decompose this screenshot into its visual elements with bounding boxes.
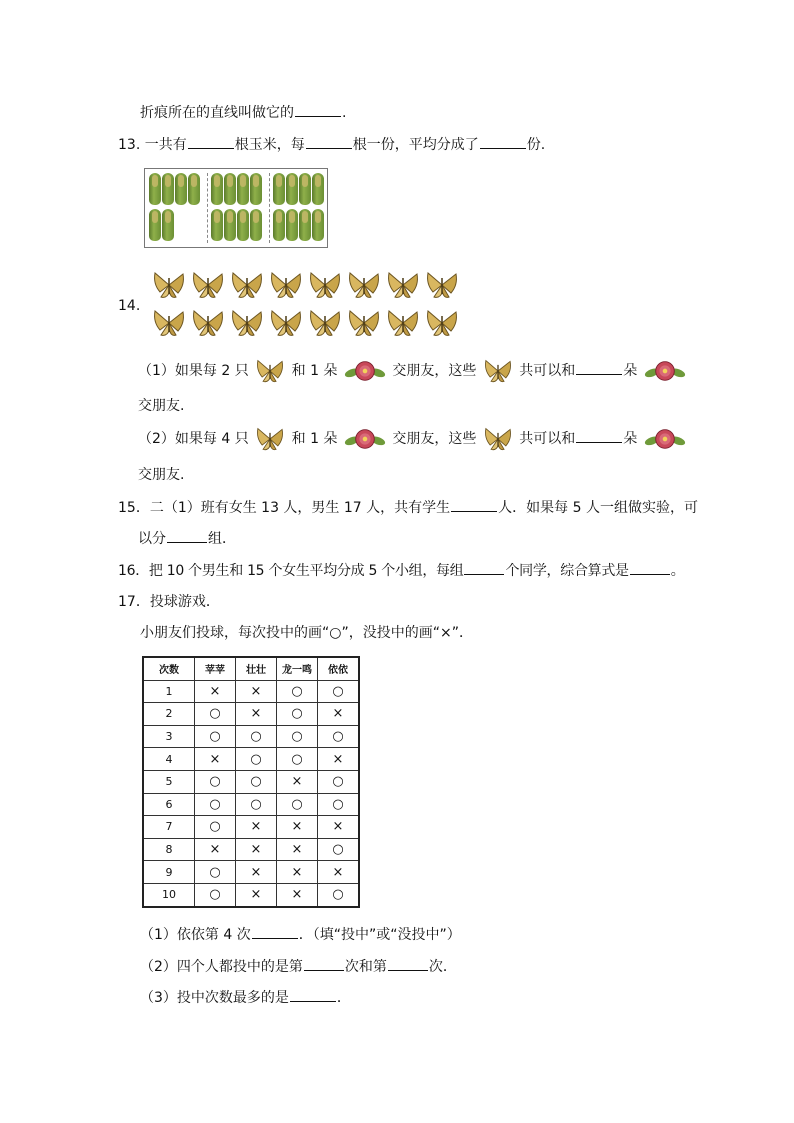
answer-blank[interactable] bbox=[576, 428, 622, 443]
answer-blank[interactable] bbox=[304, 956, 344, 971]
question-text: 次和第 bbox=[344, 959, 387, 975]
table-row bbox=[143, 770, 359, 793]
question-text: 16．把 10 个男生和 15 个女生平均分成 5 个小组，每组 bbox=[118, 563, 464, 579]
attempt-number-cell: 10 bbox=[143, 883, 195, 906]
result-cell: × bbox=[236, 838, 277, 861]
table-header-cell: 龙一鸣 bbox=[277, 657, 318, 680]
butterfly-icon bbox=[152, 270, 186, 300]
butterfly-icon bbox=[269, 308, 303, 338]
butterfly-icon bbox=[308, 308, 342, 338]
question-text: 朵 bbox=[623, 363, 638, 379]
result-cell: ○ bbox=[236, 793, 277, 816]
question-text: （1）如果每 2 只 bbox=[138, 363, 249, 379]
question-text: 。 bbox=[670, 563, 685, 579]
result-cell: ○ bbox=[318, 680, 360, 703]
corn-icon bbox=[211, 173, 223, 205]
table-row bbox=[143, 703, 359, 726]
answer-blank[interactable] bbox=[290, 987, 336, 1002]
table-header-cell: 次数 bbox=[143, 657, 195, 680]
attempt-number-cell: 8 bbox=[143, 838, 195, 861]
answer-blank[interactable] bbox=[167, 528, 207, 543]
flower-icon bbox=[642, 426, 688, 452]
result-cell: ○ bbox=[318, 793, 360, 816]
answer-blank[interactable] bbox=[576, 360, 622, 375]
corn-icon bbox=[224, 173, 236, 205]
attempt-number-cell: 6 bbox=[143, 793, 195, 816]
question-text: 交朋友. bbox=[138, 467, 185, 483]
result-cell: ○ bbox=[195, 861, 236, 884]
result-cell: × bbox=[195, 680, 236, 703]
result-cell: ○ bbox=[277, 748, 318, 771]
corn-icon bbox=[299, 173, 311, 205]
butterfly-icon bbox=[425, 270, 459, 300]
result-cell: ○ bbox=[195, 703, 236, 726]
answer-blank[interactable] bbox=[451, 497, 497, 512]
question-14-part-1 bbox=[138, 358, 688, 384]
butterfly-icon bbox=[253, 426, 287, 452]
butterfly-icon bbox=[253, 358, 287, 384]
table-row bbox=[143, 748, 359, 771]
answer-blank[interactable] bbox=[252, 924, 298, 939]
corn-icon bbox=[312, 209, 324, 241]
question-text: . bbox=[342, 105, 347, 121]
attempt-number-cell: 2 bbox=[143, 703, 195, 726]
question-text: 共可以和 bbox=[519, 363, 576, 379]
result-cell: ○ bbox=[195, 816, 236, 839]
dashed-divider bbox=[269, 173, 270, 243]
corn-icon bbox=[286, 209, 298, 241]
table-row bbox=[143, 838, 359, 861]
butterfly-icon bbox=[230, 308, 264, 338]
question-13 bbox=[118, 134, 545, 155]
result-cell: × bbox=[236, 816, 277, 839]
butterfly-icon bbox=[347, 270, 381, 300]
corn-icon bbox=[188, 173, 200, 205]
question-17-sub-2 bbox=[140, 956, 457, 977]
answer-blank[interactable] bbox=[464, 560, 504, 575]
question-15-line-2 bbox=[138, 528, 236, 549]
question-text: 人．如果每 5 人一组做实验，可 bbox=[498, 500, 698, 516]
table-row bbox=[143, 816, 359, 839]
result-cell: × bbox=[236, 703, 277, 726]
butterfly-icon bbox=[481, 426, 515, 452]
result-cell: × bbox=[318, 816, 360, 839]
question-text: （3）投中次数最多的是 bbox=[140, 990, 289, 1006]
corn-icon bbox=[273, 173, 285, 205]
question-text: （1）依依第 4 次 bbox=[140, 927, 251, 943]
result-cell: × bbox=[277, 838, 318, 861]
question-number: 14. bbox=[118, 298, 141, 314]
result-cell: ○ bbox=[318, 883, 360, 906]
result-cell: ○ bbox=[236, 770, 277, 793]
corn-group bbox=[149, 173, 203, 243]
corn-icon bbox=[149, 173, 161, 205]
question-text: 根玉米，每 bbox=[234, 137, 305, 153]
fold-line-question bbox=[140, 102, 346, 123]
attempt-number-cell: 3 bbox=[143, 725, 195, 748]
corn-icon bbox=[299, 209, 311, 241]
butterfly-icon bbox=[308, 270, 342, 300]
question-text: 朵 bbox=[623, 431, 638, 447]
result-cell: × bbox=[318, 703, 360, 726]
question-text: （2）四个人都投中的是第 bbox=[140, 959, 303, 975]
answer-blank[interactable] bbox=[306, 134, 352, 149]
result-cell: ○ bbox=[277, 725, 318, 748]
butterfly-icon bbox=[481, 358, 515, 384]
result-cell: × bbox=[236, 883, 277, 906]
butterfly-icon bbox=[269, 270, 303, 300]
question-14-part-2 bbox=[138, 426, 688, 452]
result-cell: × bbox=[318, 748, 360, 771]
question-text: 15．二（1）班有女生 13 人，男生 17 人，共有学生 bbox=[118, 500, 451, 516]
result-cell: × bbox=[277, 816, 318, 839]
attempt-number-cell: 9 bbox=[143, 861, 195, 884]
question-text: 一共有 bbox=[144, 137, 187, 153]
question-text: 以分 bbox=[138, 531, 166, 547]
corn-icon bbox=[312, 173, 324, 205]
butterfly-icon bbox=[425, 308, 459, 338]
result-cell: ○ bbox=[236, 748, 277, 771]
corn-icon bbox=[237, 209, 249, 241]
question-17-sub-3 bbox=[140, 987, 351, 1008]
question-text: ． bbox=[336, 990, 351, 1006]
question-text: （2）如果每 4 只 bbox=[138, 431, 249, 447]
answer-blank[interactable] bbox=[480, 134, 526, 149]
result-cell: ○ bbox=[236, 725, 277, 748]
dashed-divider bbox=[207, 173, 208, 243]
result-cell: × bbox=[277, 883, 318, 906]
result-cell: ○ bbox=[277, 703, 318, 726]
question-text: 交朋友，这些 bbox=[392, 431, 477, 447]
result-cell: × bbox=[277, 861, 318, 884]
corn-icon bbox=[175, 173, 187, 205]
answer-blank[interactable] bbox=[630, 560, 670, 575]
result-cell: ○ bbox=[195, 770, 236, 793]
corn-icon bbox=[250, 173, 262, 205]
result-cell: × bbox=[195, 748, 236, 771]
butterfly-icon bbox=[386, 270, 420, 300]
attempt-number-cell: 4 bbox=[143, 748, 195, 771]
corn-icon bbox=[273, 209, 285, 241]
question-text: 交朋友. bbox=[138, 398, 185, 414]
butterfly-icon bbox=[230, 270, 264, 300]
corn-figure bbox=[144, 168, 328, 248]
table-row bbox=[143, 861, 359, 884]
corn-icon bbox=[224, 209, 236, 241]
result-cell: × bbox=[195, 838, 236, 861]
corn-icon bbox=[162, 173, 174, 205]
question-text: 和 1 朵 bbox=[291, 431, 338, 447]
question-text: 折痕所在的直线叫做它的 bbox=[140, 105, 294, 121]
butterfly-icon bbox=[386, 308, 420, 338]
corn-icon bbox=[211, 209, 223, 241]
question-number: 13. bbox=[118, 137, 141, 153]
question-17-intro: 小朋友们投球，每次投中的画“○”，没投中的画“×”． bbox=[140, 625, 473, 641]
answer-blank[interactable] bbox=[388, 956, 428, 971]
table-row bbox=[143, 680, 359, 703]
answer-blank[interactable] bbox=[295, 102, 341, 117]
result-cell: × bbox=[277, 770, 318, 793]
result-cell: ○ bbox=[318, 770, 360, 793]
flower-icon bbox=[342, 358, 388, 384]
result-cell: ○ bbox=[318, 725, 360, 748]
table-row bbox=[143, 883, 359, 906]
table-header-cell: 壮壮 bbox=[236, 657, 277, 680]
answer-blank[interactable] bbox=[188, 134, 234, 149]
corn-icon bbox=[237, 173, 249, 205]
table-header-row bbox=[143, 657, 359, 680]
result-cell: ○ bbox=[195, 883, 236, 906]
question-text: 次． bbox=[428, 959, 457, 975]
attempt-number-cell: 7 bbox=[143, 816, 195, 839]
result-cell: × bbox=[236, 861, 277, 884]
result-cell: ○ bbox=[277, 793, 318, 816]
butterfly-icon bbox=[152, 308, 186, 338]
table-header-cell: 苹苹 bbox=[195, 657, 236, 680]
result-cell: × bbox=[318, 861, 360, 884]
attempt-number-cell: 5 bbox=[143, 770, 195, 793]
question-16 bbox=[118, 560, 684, 581]
butterfly-icon bbox=[191, 270, 225, 300]
result-cell: × bbox=[236, 680, 277, 703]
question-15-line-1 bbox=[118, 497, 698, 518]
question-text: 和 1 朵 bbox=[291, 363, 338, 379]
corn-group bbox=[273, 173, 327, 243]
corn-icon bbox=[250, 209, 262, 241]
attempt-number-cell: 1 bbox=[143, 680, 195, 703]
result-cell: ○ bbox=[195, 793, 236, 816]
throw-record-table bbox=[142, 656, 360, 908]
table-row bbox=[143, 793, 359, 816]
question-text: 组． bbox=[208, 531, 236, 547]
question-17-title: 17．投球游戏． bbox=[118, 594, 220, 610]
flower-icon bbox=[642, 358, 688, 384]
question-text: 交朋友，这些 bbox=[392, 363, 477, 379]
table-body bbox=[143, 680, 359, 906]
question-17-sub-1 bbox=[140, 924, 461, 945]
corn-icon bbox=[149, 209, 161, 241]
table-header-cell: 依依 bbox=[318, 657, 360, 680]
question-text: 份. bbox=[526, 137, 546, 153]
butterfly-icon bbox=[191, 308, 225, 338]
corn-icon bbox=[286, 173, 298, 205]
corn-group bbox=[211, 173, 265, 243]
corn-icon bbox=[162, 209, 174, 241]
question-text: 个同学，综合算式是 bbox=[505, 563, 629, 579]
butterfly-icon bbox=[347, 308, 381, 338]
result-cell: ○ bbox=[277, 680, 318, 703]
result-cell: ○ bbox=[318, 838, 360, 861]
result-cell: ○ bbox=[195, 725, 236, 748]
question-text: ．（填“投中”或“没投中”） bbox=[298, 927, 461, 943]
table-row bbox=[143, 725, 359, 748]
flower-icon bbox=[342, 426, 388, 452]
question-text: 根一份，平均分成了 bbox=[352, 137, 479, 153]
question-text: 共可以和 bbox=[519, 431, 576, 447]
